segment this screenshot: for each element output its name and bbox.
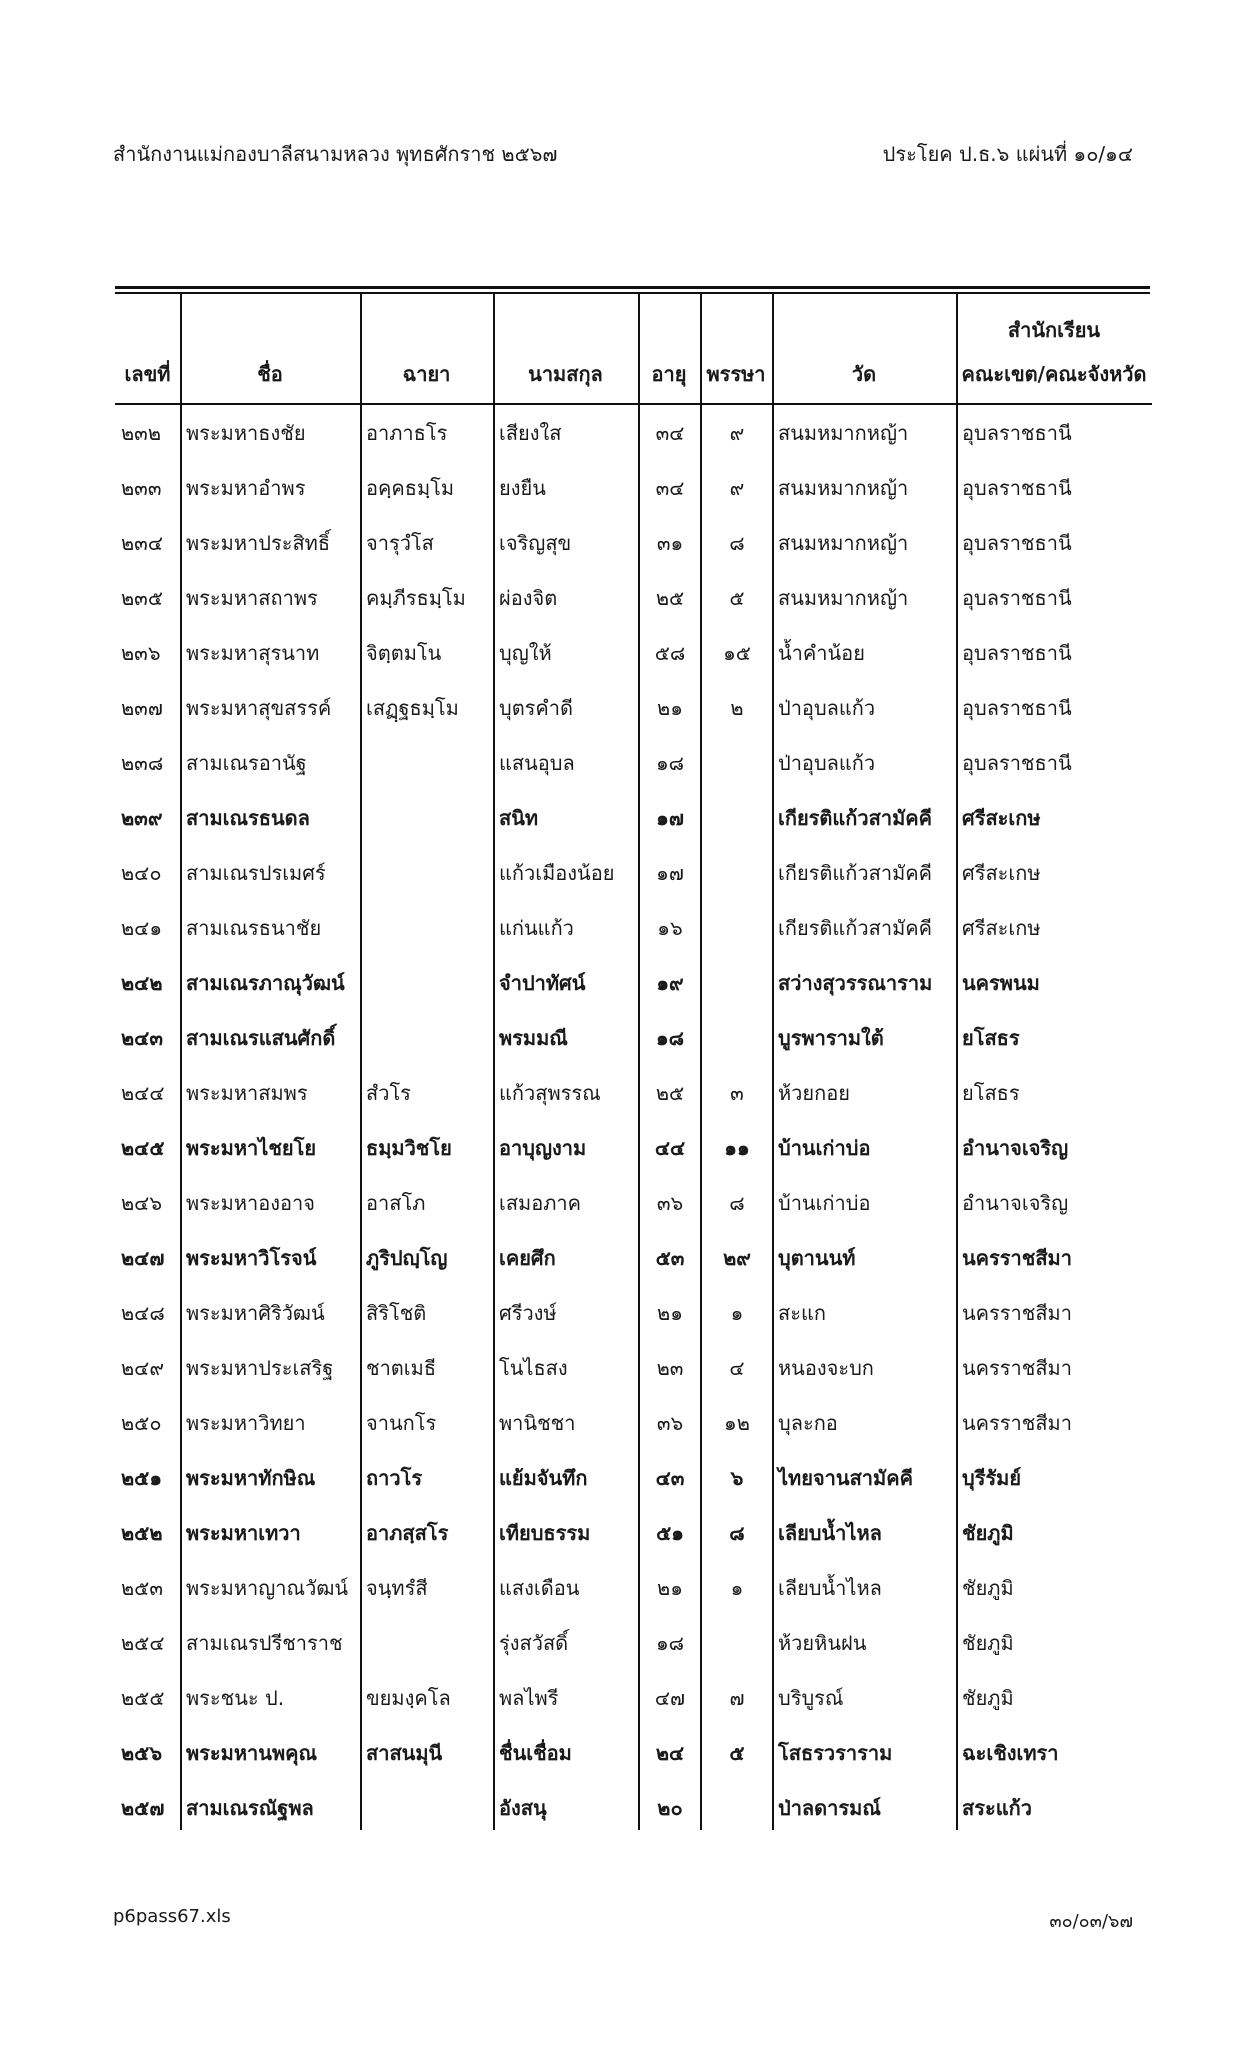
cell-name: พระมหาประสิทธิ์ bbox=[186, 530, 331, 555]
cell-vassa: ๒๙ bbox=[723, 1245, 751, 1270]
cell-wat: บูรพารามใต้ bbox=[778, 1025, 884, 1050]
table-row bbox=[115, 1725, 1152, 1780]
cell-wat: เลียบน้ำไหล bbox=[778, 1520, 882, 1545]
cell-age: ๓๑ bbox=[656, 530, 684, 555]
cell-surname: แก้วสุพรรณ bbox=[499, 1080, 601, 1105]
cell-chaya bbox=[360, 1615, 493, 1670]
cell-no: ๒๕๔ bbox=[121, 1630, 165, 1655]
cell-name: สามเณรธนดล bbox=[186, 805, 310, 830]
table-row bbox=[115, 515, 1152, 570]
cell-vassa: ๑ bbox=[730, 1300, 744, 1325]
cell-wat: บ้านเก่าบ่อ bbox=[778, 1135, 871, 1160]
cell-vassa bbox=[700, 955, 772, 1010]
cell-age: ๑๙ bbox=[656, 970, 684, 995]
cell-chaya bbox=[360, 790, 493, 845]
cell-chaya bbox=[360, 900, 493, 955]
table-row bbox=[115, 1065, 1152, 1120]
cell-age: ๕๑ bbox=[656, 1520, 684, 1545]
cell-office: อุบลราชธานี bbox=[962, 420, 1072, 445]
cell-office: ศรีสะเกษ bbox=[962, 915, 1041, 940]
cell-age: ๒๕ bbox=[655, 585, 685, 610]
cell-no: ๒๔๙ bbox=[121, 1355, 164, 1380]
cell-chaya: สํวโร bbox=[366, 1080, 411, 1105]
cell-wat: น้ำคำน้อย bbox=[778, 640, 865, 665]
cell-office: ฉะเชิงเทรา bbox=[962, 1740, 1059, 1765]
cell-surname: ชื่นเชื่อม bbox=[499, 1740, 572, 1765]
cell-surname: พานิชชา bbox=[499, 1410, 576, 1435]
cell-no: ๒๓๖ bbox=[121, 640, 161, 665]
cell-age: ๒๓ bbox=[656, 1355, 684, 1380]
cell-age: ๑๗ bbox=[656, 805, 684, 830]
cell-vassa: ๑๒ bbox=[724, 1410, 750, 1435]
table-row bbox=[115, 404, 1152, 460]
cell-office: อำนาจเจริญ bbox=[962, 1190, 1069, 1215]
cell-name: สามเณรปรเมศร์ bbox=[186, 860, 326, 885]
cell-vassa bbox=[700, 845, 772, 900]
cell-age: ๑๖ bbox=[657, 915, 683, 940]
cell-chaya: จิตฺตมโน bbox=[366, 640, 442, 665]
cell-no: ๒๔๒ bbox=[121, 970, 163, 995]
cell-chaya: ถาวโร bbox=[366, 1465, 423, 1490]
cell-vassa bbox=[700, 735, 772, 790]
cell-vassa: ๕ bbox=[729, 585, 745, 610]
table-row bbox=[115, 1450, 1152, 1505]
col-header-vassa: พรรษา bbox=[700, 294, 772, 404]
cell-chaya: จนฺทรํสี bbox=[366, 1575, 428, 1600]
table-row bbox=[115, 955, 1152, 1010]
cell-wat: ป่าลดารมณ์ bbox=[778, 1795, 881, 1820]
cell-chaya: สาสนมุนี bbox=[366, 1740, 443, 1765]
cell-age: ๑๗ bbox=[656, 860, 684, 885]
cell-office: อำนาจเจริญ bbox=[962, 1135, 1069, 1160]
cell-name: พระมหาธงชัย bbox=[186, 420, 306, 445]
cell-chaya: ภูริปญฺโญ bbox=[366, 1245, 448, 1270]
cell-surname: แก่นแก้ว bbox=[499, 915, 574, 940]
cell-age: ๑๘ bbox=[655, 750, 685, 775]
cell-name: สามเณรณัฐพล bbox=[186, 1795, 314, 1820]
cell-name: สามเณรภาณุวัฒน์ bbox=[186, 970, 345, 995]
cell-name: พระมหาเทวา bbox=[186, 1520, 301, 1545]
cell-surname: แย้มจันทึก bbox=[499, 1465, 588, 1490]
results-table bbox=[115, 294, 1152, 1835]
table-row bbox=[115, 460, 1152, 515]
cell-wat: โสธรวราราม bbox=[778, 1740, 893, 1765]
header-office-year: สำนักงานแม่กองบาลีสนามหลวง พุทธศักราช ๒๕๖๗ bbox=[113, 142, 558, 166]
col-header-no: เลขที่ bbox=[115, 294, 180, 404]
cell-age: ๒๑ bbox=[657, 1575, 683, 1600]
cell-no: ๒๓๗ bbox=[121, 695, 163, 720]
cell-wat: บ้านเก่าบ่อ bbox=[778, 1190, 871, 1215]
cell-office: ยโสธร bbox=[962, 1080, 1020, 1105]
cell-age: ๒๐ bbox=[657, 1795, 683, 1820]
cell-name: พระมหาวิทยา bbox=[186, 1410, 306, 1435]
cell-no: ๒๓๓ bbox=[121, 475, 162, 500]
cell-office: อุบลราชธานี bbox=[962, 695, 1072, 720]
cell-surname: แก้วเมืองน้อย bbox=[499, 860, 615, 885]
table-header-row bbox=[115, 294, 1152, 404]
cell-no: ๒๔๗ bbox=[121, 1245, 165, 1270]
cell-wat: สะแก bbox=[778, 1300, 826, 1325]
cell-no: ๒๓๕ bbox=[121, 585, 163, 610]
footer-filename: p6pass67.xls bbox=[113, 1906, 231, 1927]
cell-wat: สว่างสุวรรณาราม bbox=[778, 970, 933, 995]
cell-office: บุรีรัมย์ bbox=[962, 1465, 1022, 1490]
cell-age: ๕๓ bbox=[655, 1245, 685, 1270]
cell-vassa: ๙ bbox=[729, 475, 745, 500]
cell-surname: ยงยืน bbox=[499, 475, 546, 500]
cell-chaya: คมฺภีรธมฺโม bbox=[366, 585, 466, 610]
table-row bbox=[115, 1395, 1152, 1450]
cell-age: ๔๔ bbox=[654, 1135, 686, 1160]
cell-age: ๔๗ bbox=[654, 1685, 686, 1710]
col-header-name: ชื่อ bbox=[180, 294, 360, 404]
cell-no: ๒๕๐ bbox=[121, 1410, 162, 1435]
cell-wat: ป่าอุบลแก้ว bbox=[778, 695, 876, 720]
cell-vassa: ๙ bbox=[729, 420, 745, 445]
col-header-surname: นามสกุล bbox=[493, 294, 638, 404]
cell-age: ๓๖ bbox=[656, 1190, 684, 1215]
cell-name: สามเณรอานัฐ bbox=[186, 750, 307, 775]
cell-wat: สนมหมากหญ้า bbox=[778, 585, 909, 610]
cell-surname: ศรีวงษ์ bbox=[499, 1300, 557, 1325]
cell-surname: จำปาทัศน์ bbox=[499, 970, 586, 995]
cell-name: พระมหาสถาพร bbox=[186, 585, 318, 610]
cell-office: นครราชสีมา bbox=[962, 1410, 1072, 1435]
cell-wat: สนมหมากหญ้า bbox=[778, 475, 909, 500]
cell-chaya: ธมฺมวิชโย bbox=[366, 1135, 452, 1160]
cell-name: พระมหาสุขสรรค์ bbox=[186, 695, 332, 720]
cell-surname: เทียบธรรม bbox=[499, 1520, 591, 1545]
cell-name: พระมหาสุรนาท bbox=[186, 640, 320, 665]
cell-vassa bbox=[700, 1010, 772, 1065]
cell-chaya: ขยมงฺคโล bbox=[366, 1685, 451, 1710]
col-header-age: อายุ bbox=[638, 294, 700, 404]
cell-no: ๒๔๑ bbox=[121, 915, 163, 940]
cell-no: ๒๕๓ bbox=[121, 1575, 163, 1600]
col-header-wat: วัด bbox=[772, 294, 956, 404]
table-row bbox=[115, 845, 1152, 900]
cell-no: ๒๕๗ bbox=[121, 1795, 165, 1820]
cell-office: อุบลราชธานี bbox=[962, 640, 1072, 665]
cell-no: ๒๔๔ bbox=[121, 1080, 165, 1105]
cell-surname: แสงเดือน bbox=[499, 1575, 580, 1600]
table-row bbox=[115, 790, 1152, 845]
cell-vassa: ๘ bbox=[729, 1520, 745, 1545]
cell-office: อุบลราชธานี bbox=[962, 475, 1072, 500]
table-row bbox=[115, 1230, 1152, 1285]
cell-age: ๒๑ bbox=[657, 695, 683, 720]
top-rule bbox=[115, 286, 1150, 289]
cell-surname: เคยศึก bbox=[499, 1245, 556, 1270]
col-header-office bbox=[956, 294, 1152, 404]
cell-chaya: อาภสฺสโร bbox=[366, 1520, 449, 1545]
cell-name: พระมหาวิโรจน์ bbox=[186, 1245, 317, 1270]
cell-surname: พรมมณี bbox=[499, 1025, 568, 1050]
cell-wat: ไทยจานสามัคคี bbox=[778, 1465, 913, 1490]
cell-chaya: สิริโชติ bbox=[366, 1300, 427, 1325]
cell-vassa: ๑๑ bbox=[724, 1135, 750, 1160]
cell-chaya: อาสโภ bbox=[366, 1190, 426, 1215]
cell-no: ๒๓๙ bbox=[121, 805, 163, 830]
cell-wat: หนองจะบก bbox=[778, 1355, 874, 1380]
cell-office: นครราชสีมา bbox=[962, 1355, 1072, 1380]
table-row bbox=[115, 1285, 1152, 1340]
cell-chaya: จารุวํโส bbox=[366, 530, 434, 555]
cell-age: ๓๔ bbox=[655, 420, 685, 445]
cell-office: อุบลราชธานี bbox=[962, 585, 1072, 610]
cell-no: ๒๔๓ bbox=[121, 1025, 163, 1050]
cell-chaya: จานกโร bbox=[366, 1410, 437, 1435]
cell-age: ๓๔ bbox=[655, 475, 685, 500]
cell-name: สามเณรแสนศักดิ์ bbox=[186, 1025, 336, 1050]
cell-office: ชัยภูมิ bbox=[962, 1575, 1014, 1600]
cell-chaya bbox=[360, 1010, 493, 1065]
cell-vassa: ๕ bbox=[729, 1740, 745, 1765]
cell-wat: บุละกอ bbox=[778, 1410, 838, 1435]
cell-wat: เกียรติแก้วสามัคคี bbox=[778, 805, 933, 830]
cell-surname: สนิท bbox=[499, 805, 539, 830]
table-row bbox=[115, 1560, 1152, 1615]
cell-vassa bbox=[700, 1780, 772, 1835]
cell-name: สามเณรปรีชาราช bbox=[186, 1630, 343, 1655]
cell-age: ๒๔ bbox=[655, 1740, 685, 1765]
cell-wat: สนมหมากหญ้า bbox=[778, 420, 909, 445]
cell-no: ๒๔๘ bbox=[121, 1300, 165, 1325]
cell-surname: ผ่องจิต bbox=[499, 585, 558, 610]
cell-wat: เกียรติแก้วสามัคคี bbox=[778, 915, 933, 940]
cell-chaya bbox=[360, 955, 493, 1010]
table-row bbox=[115, 1780, 1152, 1835]
table-row bbox=[115, 1505, 1152, 1560]
cell-age: ๒๑ bbox=[657, 1300, 683, 1325]
cell-vassa: ๘ bbox=[729, 1190, 745, 1215]
table-row bbox=[115, 1010, 1152, 1065]
cell-office: ชัยภูมิ bbox=[962, 1630, 1014, 1655]
cell-vassa: ๑๕ bbox=[723, 640, 751, 665]
cell-surname: บุตรคำดี bbox=[499, 695, 574, 720]
cell-wat: เลียบน้ำไหล bbox=[778, 1575, 882, 1600]
cell-name: พระมหาศิริวัฒน์ bbox=[186, 1300, 325, 1325]
cell-office: ศรีสะเกษ bbox=[962, 805, 1041, 830]
cell-name: พระมหาไชยโย bbox=[186, 1135, 317, 1160]
cell-chaya: ชาตเมธี bbox=[366, 1355, 437, 1380]
cell-no: ๒๔๖ bbox=[121, 1190, 163, 1215]
cell-no: ๒๕๒ bbox=[121, 1520, 163, 1545]
cell-surname: เสมอภาค bbox=[499, 1190, 582, 1215]
cell-office: ชัยภูมิ bbox=[962, 1685, 1014, 1710]
cell-name: พระมหาสมพร bbox=[186, 1080, 308, 1105]
cell-surname: อังสนุ bbox=[499, 1795, 547, 1820]
col-header-chaya: ฉายา bbox=[360, 294, 493, 404]
table-row bbox=[115, 735, 1152, 790]
cell-age: ๑๘ bbox=[655, 1630, 685, 1655]
footer-date: ๓๐/๐๓/๖๗ bbox=[1049, 1911, 1133, 1932]
cell-vassa bbox=[700, 790, 772, 845]
table-row bbox=[115, 1670, 1152, 1725]
cell-name: สามเณรธนาชัย bbox=[186, 915, 322, 940]
cell-age: ๑๘ bbox=[655, 1025, 685, 1050]
table-row bbox=[115, 900, 1152, 955]
col-header-office-line1: สำนักเรียน bbox=[1007, 318, 1101, 342]
cell-no: ๒๕๖ bbox=[121, 1740, 163, 1765]
cell-office: ชัยภูมิ bbox=[962, 1520, 1014, 1545]
cell-name: พระมหาทักษิณ bbox=[186, 1465, 316, 1490]
cell-surname: บุญให้ bbox=[499, 640, 552, 665]
cell-vassa bbox=[700, 900, 772, 955]
header-sheet-number: ประโยค ป.ธ.๖ แผ่นที่ ๑๐/๑๔ bbox=[882, 142, 1133, 166]
cell-vassa: ๑ bbox=[730, 1575, 744, 1600]
cell-office: นครพนม bbox=[962, 970, 1040, 995]
cell-vassa: ๖ bbox=[730, 1465, 744, 1490]
cell-chaya: เสฏฺฐธมฺโม bbox=[366, 695, 459, 720]
cell-chaya: อคฺคธมฺโม bbox=[366, 475, 455, 500]
cell-age: ๒๕ bbox=[655, 1080, 685, 1105]
cell-wat: เกียรติแก้วสามัคคี bbox=[778, 860, 933, 885]
cell-office: นครราชสีมา bbox=[962, 1245, 1072, 1270]
cell-surname: พลไพรี bbox=[499, 1685, 559, 1710]
cell-wat: ป่าอุบลแก้ว bbox=[778, 750, 876, 775]
cell-chaya bbox=[360, 845, 493, 900]
cell-vassa: ๔ bbox=[729, 1355, 745, 1380]
cell-office: อุบลราชธานี bbox=[962, 530, 1072, 555]
cell-name: พระมหาอำพร bbox=[186, 475, 306, 500]
cell-chaya: อาภาธโร bbox=[366, 420, 448, 445]
cell-office: อุบลราชธานี bbox=[962, 750, 1072, 775]
cell-wat: บุตานนท์ bbox=[778, 1245, 856, 1270]
cell-office: ยโสธร bbox=[962, 1025, 1020, 1050]
cell-chaya bbox=[360, 735, 493, 790]
cell-vassa: ๒ bbox=[730, 695, 744, 720]
cell-office: ศรีสะเกษ bbox=[962, 860, 1041, 885]
cell-no: ๒๓๔ bbox=[121, 530, 163, 555]
cell-vassa bbox=[700, 1615, 772, 1670]
cell-vassa: ๓ bbox=[730, 1080, 744, 1105]
cell-surname: เสียงใส bbox=[499, 420, 562, 445]
cell-wat: ห้วยกอย bbox=[778, 1080, 850, 1105]
cell-no: ๒๔๐ bbox=[121, 860, 162, 885]
cell-age: ๕๘ bbox=[654, 640, 686, 665]
cell-no: ๒๔๕ bbox=[121, 1135, 165, 1160]
table-row bbox=[115, 1175, 1152, 1230]
cell-name: พระมหาประเสริฐ bbox=[186, 1355, 334, 1380]
table-row bbox=[115, 1615, 1152, 1670]
cell-wat: ห้วยหินฝน bbox=[778, 1630, 867, 1655]
cell-wat: บริบูรณ์ bbox=[778, 1685, 844, 1710]
table-body bbox=[115, 404, 1152, 1835]
cell-surname: เจริญสุข bbox=[499, 530, 572, 555]
cell-surname: แสนอุบล bbox=[499, 750, 575, 775]
cell-age: ๓๖ bbox=[656, 1410, 684, 1435]
cell-office: สระแก้ว bbox=[962, 1795, 1032, 1820]
table-row bbox=[115, 1120, 1152, 1175]
table-row bbox=[115, 680, 1152, 735]
cell-name: พระชนะ ป. bbox=[186, 1685, 285, 1710]
cell-no: ๒๓๒ bbox=[121, 420, 162, 445]
col-header-office-line2: คณะเขต/คณะจังหวัด bbox=[961, 362, 1147, 386]
table-row bbox=[115, 570, 1152, 625]
cell-chaya bbox=[360, 1780, 493, 1835]
cell-vassa: ๗ bbox=[729, 1685, 745, 1710]
cell-office: นครราชสีมา bbox=[962, 1300, 1072, 1325]
table-row bbox=[115, 625, 1152, 680]
cell-wat: สนมหมากหญ้า bbox=[778, 530, 909, 555]
cell-name: พระมหาองอาจ bbox=[186, 1190, 316, 1215]
cell-no: ๒๕๑ bbox=[121, 1465, 163, 1490]
cell-no: ๒๕๕ bbox=[121, 1685, 165, 1710]
cell-name: พระมหานพคุณ bbox=[186, 1740, 318, 1765]
cell-surname: รุ่งสวัสดิ์ bbox=[499, 1630, 569, 1655]
cell-age: ๔๓ bbox=[655, 1465, 685, 1490]
cell-surname: อาบุญงาม bbox=[499, 1135, 587, 1160]
table-row bbox=[115, 1340, 1152, 1395]
cell-name: พระมหาญาณวัฒน์ bbox=[186, 1575, 349, 1600]
cell-no: ๒๓๘ bbox=[121, 750, 164, 775]
cell-vassa: ๘ bbox=[729, 530, 745, 555]
cell-surname: โนไธสง bbox=[499, 1355, 568, 1380]
